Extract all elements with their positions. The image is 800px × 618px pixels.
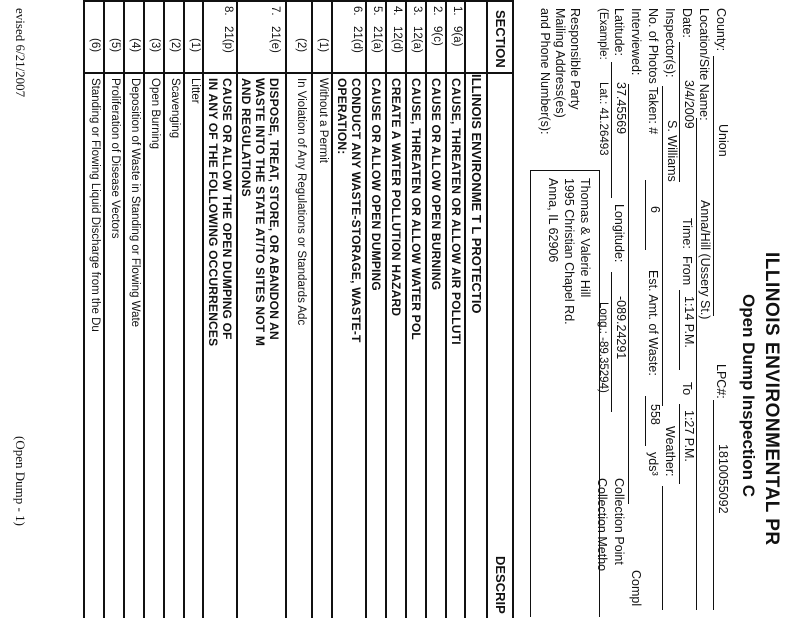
row-5-description: CAUSE OR ALLOW OPEN DUMPING bbox=[369, 78, 383, 291]
lpc-value: 1810055092 bbox=[716, 444, 730, 514]
section-header: SECTION bbox=[493, 10, 508, 68]
row-3-number: 3. bbox=[411, 6, 423, 16]
row-7-description-line-2: WASTE INTO THE STATE AT/TO SITES NOT M bbox=[253, 78, 267, 347]
row-divider bbox=[184, 0, 186, 618]
row-divider bbox=[237, 0, 239, 618]
row-6-number: 6. bbox=[351, 6, 363, 16]
interviewed-label: Interviewed: bbox=[629, 8, 643, 76]
row-7-number: 7. bbox=[269, 6, 281, 16]
row-7-description: DISPOSE, TREAT, STORE, OR ABANDON AN bbox=[267, 78, 281, 340]
county-label: County: bbox=[714, 8, 728, 52]
longitude-underline bbox=[611, 272, 612, 412]
waste-underline bbox=[645, 396, 646, 446]
row-8-1-section: (1) bbox=[189, 38, 201, 53]
table-bottom-border bbox=[84, 0, 86, 618]
lpc-underline bbox=[713, 400, 714, 610]
row-8-2-section: (2) bbox=[169, 38, 181, 53]
photos-value: 6 bbox=[648, 206, 662, 213]
row-8-4-section: (4) bbox=[129, 38, 141, 53]
location-underline bbox=[696, 118, 697, 610]
responsible-city: Anna, IL 62906 bbox=[546, 178, 560, 263]
time-to-value: 1:27 P.M. bbox=[682, 410, 696, 462]
time-from-value: 1:14 P.M. bbox=[682, 296, 696, 348]
county-value: Union bbox=[716, 124, 730, 157]
row-divider bbox=[203, 0, 205, 618]
row-5-number: 5. bbox=[371, 6, 383, 16]
row-divider bbox=[104, 0, 106, 618]
row-8-2-description: Scavenging bbox=[169, 78, 181, 139]
row-divider bbox=[164, 0, 166, 618]
interviewed-underline bbox=[628, 84, 629, 504]
row-divider bbox=[446, 0, 448, 618]
latitude-value: 37.45569 bbox=[614, 82, 628, 135]
revised-date: evised 6/21/2007 bbox=[13, 8, 28, 98]
row-6-2-section: (2) bbox=[295, 38, 307, 53]
form-title: ILLINOIS ENVIRONMENTAL PR bbox=[761, 252, 782, 546]
row-8-section: 21(p) bbox=[222, 26, 234, 53]
row-divider bbox=[332, 0, 334, 618]
waste-unit: yds³ bbox=[646, 452, 660, 476]
row-2-description: CAUSE OR ALLOW OPEN BURNING bbox=[429, 78, 443, 291]
row-1-number: 1. bbox=[451, 6, 463, 16]
row-2-section: 9(c) bbox=[431, 26, 443, 46]
row-4-number: 4. bbox=[391, 6, 403, 16]
row-8-4-description: Deposition of Waste in Standing or Flowing Wate bbox=[129, 78, 141, 328]
longitude-label: Longitude: bbox=[612, 204, 626, 263]
county-underline bbox=[713, 56, 714, 316]
collection-point-label: Collection Point bbox=[612, 478, 626, 565]
responsible-street: 1995 Christian Chapel Rd. bbox=[562, 178, 576, 325]
example-label: (Example: bbox=[597, 8, 609, 60]
time-from-label: From bbox=[680, 256, 694, 286]
time-label: Time: bbox=[680, 218, 694, 249]
table-section-divider bbox=[84, 72, 514, 74]
row-7-description-line-3: AND REGULATIONS bbox=[239, 78, 253, 197]
row-4-description: CREATE A WATER POLLUTION HAZARD bbox=[389, 78, 403, 317]
responsible-label-2: Mailing Address(es) bbox=[553, 8, 567, 118]
act-header: ILLINOIS ENVIRONME T L PROTECTIO bbox=[469, 74, 484, 314]
row-7-section: 21(e) bbox=[269, 26, 281, 53]
row-1-description: CAUSE, THREATEN OR ALLOW AIR POLLUTI bbox=[449, 78, 463, 345]
row-8-description: CAUSE OR ALLOW THE OPEN DUMPING OF bbox=[220, 78, 234, 340]
example-latitude: Lat.: 41.26493 bbox=[597, 82, 609, 156]
page-number-label: (Open Dump - 1) bbox=[13, 436, 28, 526]
responsible-name: Thomas & Valerie Hill bbox=[578, 178, 592, 298]
table-left-border bbox=[84, 0, 514, 2]
row-8-5-description: Proliferation of Disease Vectors bbox=[109, 78, 121, 239]
date-value: 3/4/2009 bbox=[682, 80, 696, 129]
row-8-3-description: Open Burning bbox=[149, 78, 161, 149]
inspectors-label: Inspector(s): bbox=[663, 8, 677, 78]
row-8-6-section: (6) bbox=[89, 38, 101, 53]
time-to-label: To bbox=[680, 382, 694, 396]
row-divider bbox=[406, 0, 408, 618]
row-5-section: 21(a) bbox=[371, 26, 383, 53]
row-4-section: 12(d) bbox=[391, 26, 403, 53]
description-header: DESCRIP bbox=[493, 556, 508, 614]
act-header-divider bbox=[465, 0, 467, 618]
form-subtitle: Open Dump Inspection C bbox=[739, 294, 758, 498]
waste-value: 558 bbox=[648, 404, 662, 425]
complaint-label: Compl bbox=[629, 570, 643, 607]
inspectors-value: S. Williams bbox=[665, 120, 679, 182]
weather-underline bbox=[662, 486, 663, 610]
responsible-label-1: Responsible Party bbox=[568, 8, 582, 110]
row-2-number: 2. bbox=[431, 6, 443, 16]
responsible-label-3: and Phone Number(s): bbox=[538, 8, 552, 135]
header-divider bbox=[487, 0, 489, 618]
row-8-number: 8. bbox=[222, 6, 234, 16]
row-8-description-line-2: IN ANY OF THE FOLLOWING OCCURRENCES bbox=[206, 78, 220, 347]
location-value: Anna/Hill (Ussery St.) bbox=[698, 200, 712, 320]
row-divider bbox=[386, 0, 388, 618]
time-to-underline bbox=[679, 404, 680, 484]
row-divider bbox=[312, 0, 314, 618]
row-6-1-section: (1) bbox=[317, 38, 329, 53]
weather-label: Weather: bbox=[663, 426, 677, 477]
row-8-5-section: (5) bbox=[109, 38, 121, 53]
row-3-section: 12(a) bbox=[411, 26, 423, 53]
inspectors-underline bbox=[662, 86, 663, 406]
photos-label: No. of Photos Taken: # bbox=[646, 8, 660, 135]
collection-method-label: Collection Metho bbox=[595, 478, 609, 572]
latitude-label: Latitude: bbox=[612, 8, 626, 56]
row-divider bbox=[426, 0, 428, 618]
row-6-1-description: Without a Permit bbox=[317, 78, 329, 163]
table-top-border bbox=[513, 0, 515, 618]
row-6-description-line-2: OPERATION: bbox=[335, 78, 349, 155]
waste-label: Est. Amt. of Waste: bbox=[646, 270, 660, 376]
longitude-value: -089.24291 bbox=[614, 296, 628, 360]
row-divider bbox=[366, 0, 368, 618]
time-from-underline bbox=[679, 290, 680, 370]
location-label: Location/Site Name: bbox=[697, 8, 711, 121]
row-divider bbox=[286, 0, 288, 618]
row-8-6-description: Standing or Flowing Liquid Discharge from the Du bbox=[89, 78, 101, 332]
row-8-3-section: (3) bbox=[149, 38, 161, 53]
row-divider bbox=[124, 0, 126, 618]
row-6-description: CONDUCT ANY WASTE-STORAGE, WASTE-T bbox=[349, 78, 363, 343]
example-longitude: Long.: -89.35294) bbox=[597, 302, 609, 393]
date-label: Date: bbox=[680, 8, 694, 38]
row-3-description: CAUSE, THREATEN OR ALLOW WATER POL bbox=[409, 78, 423, 340]
row-1-section: 9(a) bbox=[451, 26, 463, 47]
lpc-label: LPC#: bbox=[714, 364, 728, 399]
row-6-2-description: In Violation of Any Regulations or Standards Adc bbox=[295, 78, 307, 326]
row-8-1-description: Litter bbox=[189, 78, 201, 104]
row-divider bbox=[144, 0, 146, 618]
row-6-section: 21(d) bbox=[351, 26, 363, 53]
date-underline bbox=[679, 42, 680, 182]
photos-underline bbox=[645, 180, 646, 250]
latitude-underline bbox=[611, 62, 612, 198]
